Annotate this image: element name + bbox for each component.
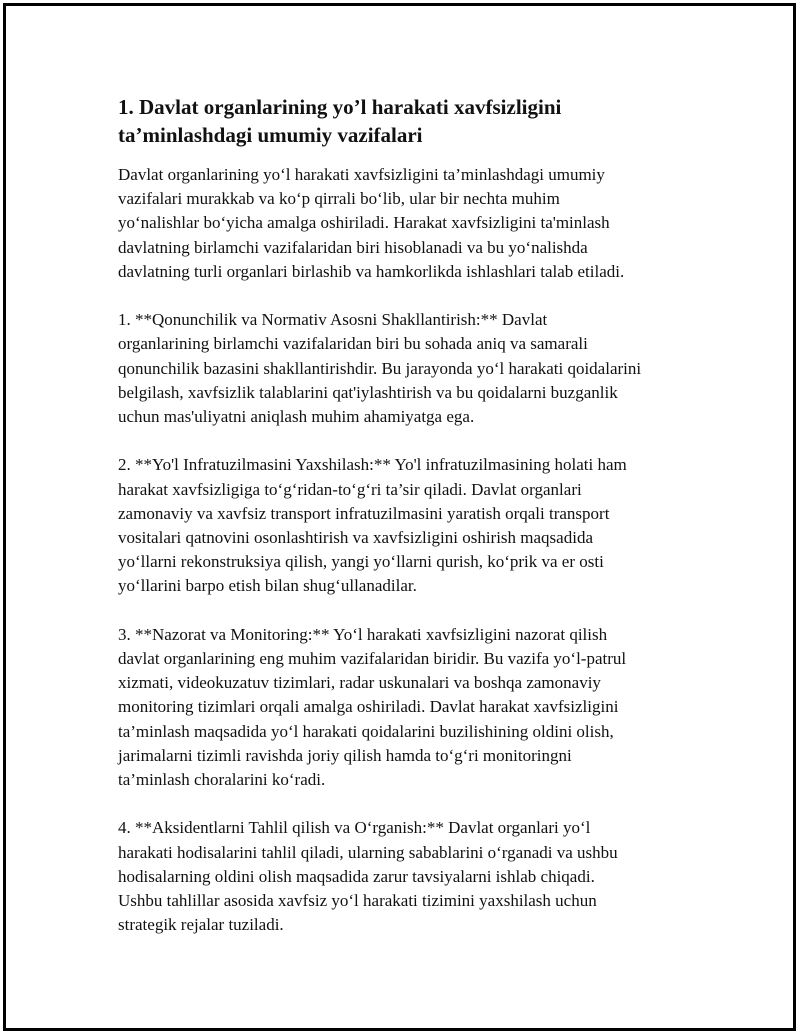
paragraph-accident-analysis: 4. **Aksidentlarni Tahlil qilish va O‘rganish:** Davlat organlari yo‘l harakati hodisalarini tahlil qiladi, ularning sabablarini o‘rganadi va ushbu hodisalarning oldini olish maqsadida zarur tavsiyalarni ishlab chiqadi. Ushbu tahlillar asosida xavfsiz yo‘l harakati tizimini yaxshilash uchun strategik rejalar tuziladi. [118, 818, 618, 935]
intro-paragraph: Davlat organlarining yo‘l harakati xavfsizligini ta’minlashdagi umumiy vazifalari murakkab va ko‘p qirrali bo‘lib, ular bir nechta muhim yo‘nalishlar bo‘yicha amalga oshiriladi. Harakat xavfsizligini ta'minlash davlatning birlamchi vazifalaridan biri hisoblanadi va bu yo‘nalishda davlatning turli organlari birlashib va hamkorlikda ishlashlari talab etiladi. [118, 165, 625, 281]
paragraph-monitoring: 3. **Nazorat va Monitoring:** Yo‘l harakati xavfsizligini nazorat qilish davlat organlarining eng muhim vazifalaridan biridir. Bu vazifa yo‘l-patrul xizmati, videokuzatuv tizimlari, radar uskunalari va boshqa zamonaviy monitoring tizimlari orqali amalga oshiriladi. Davlat harakat xavfsizligini ta’minlash maqsadida yo‘l harakati qoidalarini buzilishining oldini olish, jarimalarni tizimli ravishda joriy qilish hamda to‘g‘ri monitoringni ta’minlash choralarini ko‘radi. [118, 624, 627, 790]
document-body [118, 93, 688, 962]
paragraph-infrastructure: 2. **Yo'l Infratuzilmasini Yaxshilash:** Yo'l infratuzilmasining holati ham harakat xavfsizligiga to‘g‘ridan-to‘g‘ri ta’sir qiladi. Davlat organlari zamonaviy va xavfsiz transport infratuzilmasini yaratish orqali transport vositalari qatnovini osonlashtirish va xavfsizligini oshirish maqsadida yo‘llarni rekonstruksiya qilish, yangi yo‘llarni qurish, ko‘prik va er osti yo‘llarini barpo etish bilan shug‘ullanadilar. [118, 455, 627, 596]
paragraph-legislation: 1. **Qonunchilik va Normativ Asosni Shakllantirish:** Davlat organlarining birlamchi vazifalaridan biri bu sohada aniq va samarali qonunchilik bazasini shakllantirishdir. Bu jarayonda yo‘l harakati qoidalarini belgilash, xavfsizlik talablarini qat'iylashtirish va bu qoidalarni buzganlik uchun mas'uliyatni aniqlash muhim ahamiyatga ega. [118, 310, 642, 427]
section-heading: 1. Davlat organlarining yo’l harakati xavfsizligini ta’minlashdagi umumiy vazifalari [118, 95, 562, 147]
